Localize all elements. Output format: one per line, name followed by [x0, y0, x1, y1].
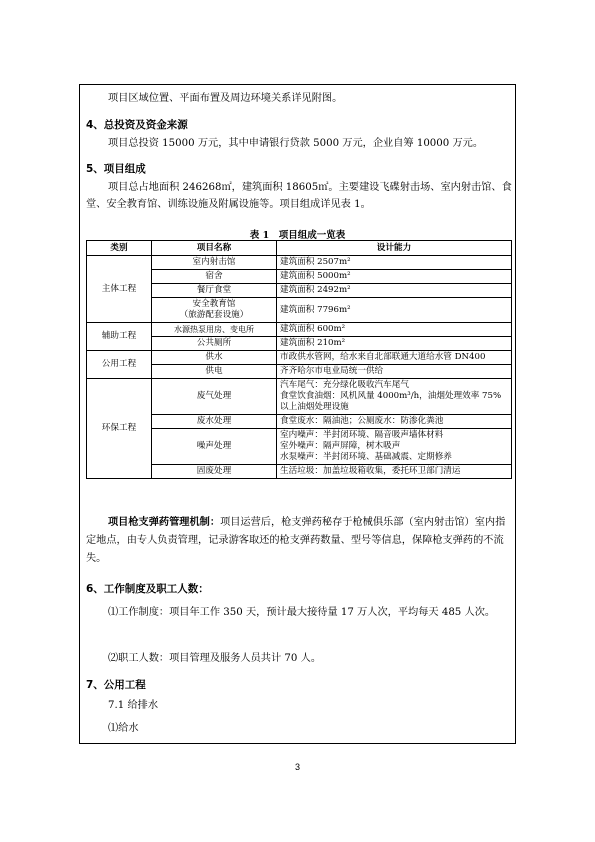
item-name: 公共厕所: [152, 337, 277, 351]
item-name: 废气处理: [152, 379, 277, 415]
section-4-text: 项目总投资 15000 万元，其中申请银行贷款 5000 万元，企业自筹 10000 万元。: [108, 138, 484, 149]
section-7-water-supply: ⑴给水: [108, 723, 139, 734]
section-6-work-system: ⑴工作制度：项目年工作 350 天，预计最大接待量 17 万人次，平均每天 485 人次。: [108, 607, 496, 618]
item-name: 噪声处理: [152, 429, 277, 465]
category-auxiliary: 辅助工程: [87, 323, 152, 351]
item-capacity: 建筑面积 600m²: [277, 323, 512, 337]
table-header-row: [87, 241, 512, 256]
table-row: [87, 379, 512, 415]
page-number: 3: [294, 762, 300, 772]
item-name: 宿舍: [152, 270, 277, 284]
section-4-heading: 4、总投资及资金来源: [86, 119, 188, 131]
item-name: 供水: [152, 351, 277, 365]
gun-management-label: 项目枪支弹药管理机制：: [108, 516, 221, 528]
item-name: 废水处理: [152, 415, 277, 429]
item-capacity: 食堂废水：隔油池；公厕废水：防渗化粪池: [277, 415, 512, 429]
item-capacity: 市政供水管网，给水来自北部联通大道给水管 DN400: [277, 351, 512, 365]
table-caption: 表 1 项目组成一览表: [249, 230, 346, 241]
header-category: 类别: [87, 241, 152, 256]
section-7-heading: 7、公用工程: [86, 679, 146, 691]
intro-paragraph: 项目区域位置、平面布置及周边环境关系详见附图。: [108, 93, 343, 104]
item-capacity: 汽车尾气：充分绿化吸收汽车尾气 食堂饮食油烟：风机风量 4000m³/h，油烟处理效率 75% 以上油烟处理设施: [277, 379, 512, 415]
section-7-1-subheading: 7.1 给排水: [108, 700, 159, 711]
section-5-heading: 5、项目组成: [86, 163, 146, 175]
gun-management-paragraph: [86, 513, 512, 568]
item-capacity: 建筑面积 7796m²: [277, 298, 512, 323]
item-capacity: 生活垃圾：加盖垃圾箱收集，委托环卫部门清运: [277, 465, 512, 479]
category-environmental: 环保工程: [87, 379, 152, 479]
item-capacity: 建筑面积 5000m²: [277, 270, 512, 284]
project-composition-table: [86, 240, 512, 479]
category-main: 主体工程: [87, 256, 152, 323]
item-name: 室内射击馆: [152, 256, 277, 270]
item-name: 供电: [152, 365, 277, 379]
item-name: 水源热泵用房、变电所: [152, 323, 277, 337]
item-name: 安全教育馆 （旅游配套设施）: [152, 298, 277, 323]
table-row: [87, 351, 512, 365]
section-6-heading: 6、工作制度及职工人数：: [86, 583, 209, 595]
gun-management-text: 项目运营后，枪支弹药秘存于枪械俱乐部（室内射击馆）室内指定地点，由专人负责管理，记录游客取还的枪支弹药数量、型号等信息，保障枪支弹药的不流失。: [86, 517, 506, 564]
item-capacity: 齐齐哈尔市电业局统一供给: [277, 365, 512, 379]
header-capacity: 设计能力: [277, 241, 512, 256]
item-name: 餐厅食堂: [152, 284, 277, 298]
header-name: 项目名称: [152, 241, 277, 256]
item-capacity: 建筑面积 210m²: [277, 337, 512, 351]
table-row: [87, 256, 512, 270]
section-6-staff: ⑵职工人数：项目管理及服务人员共计 70 人。: [108, 653, 322, 664]
category-public: 公用工程: [87, 351, 152, 379]
item-name: 固废处理: [152, 465, 277, 479]
section-5-text: 项目总占地面积 246268㎡，建筑面积 18605㎡。主要建设飞碟射击场、室内射击馆、食堂、安全教育馆、训练设施及附属设施等。项目组成详见表 1。: [86, 182, 512, 210]
item-capacity: 室内噪声：半封闭环境、隔音吸声墙体材料 室外噪声：隔声屏障，树木吸声 水泵噪声：半封闭环境、基础减震、定期修养: [277, 429, 512, 465]
item-capacity: 建筑面积 2507m²: [277, 256, 512, 270]
item-capacity: 建筑面积 2492m²: [277, 284, 512, 298]
table-row: [87, 323, 512, 337]
